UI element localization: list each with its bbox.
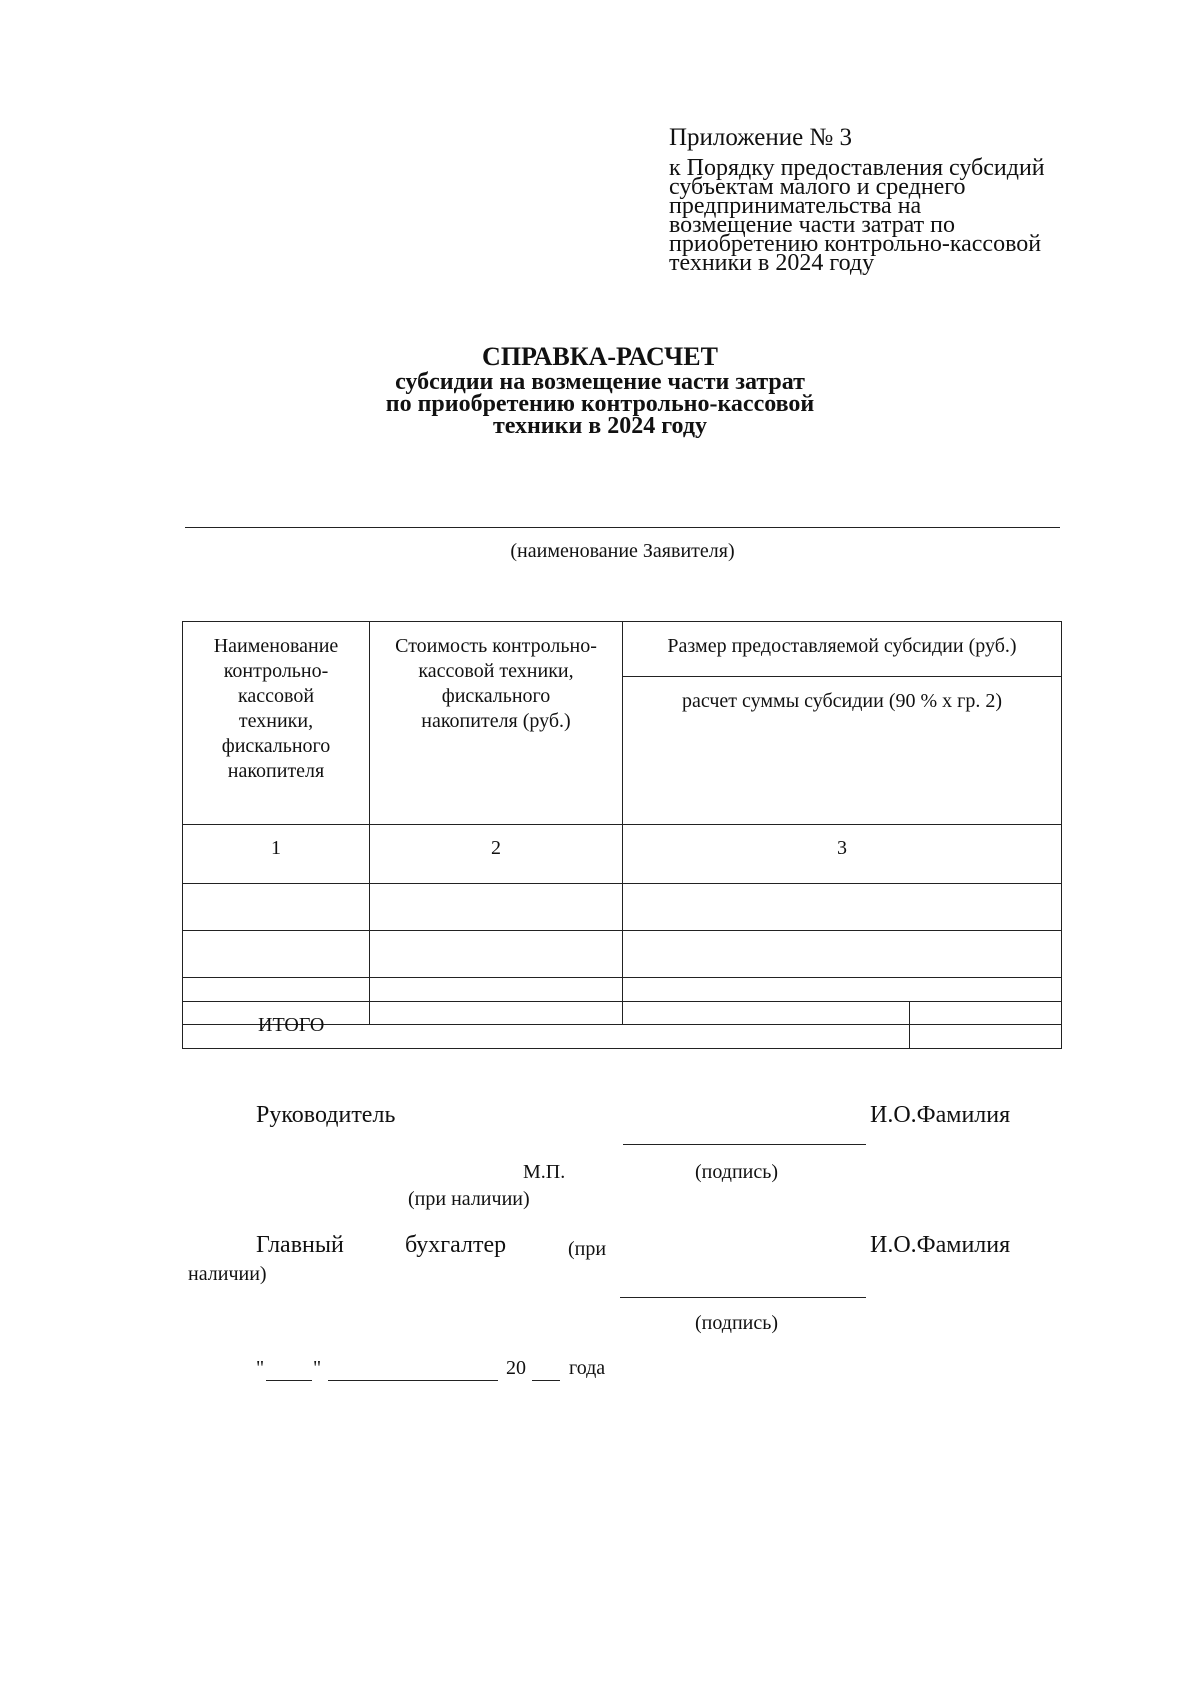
appendix-line: техники в 2024 году <box>669 250 875 276</box>
date-month-field[interactable] <box>328 1380 498 1381</box>
date-day-field[interactable] <box>266 1380 312 1381</box>
col1-header-line: фискального <box>221 735 331 757</box>
accountant-word: Главный <box>256 1232 344 1258</box>
document-title <box>300 343 900 437</box>
column-number: 1 <box>183 825 370 884</box>
table-row <box>183 884 1062 931</box>
total-row <box>182 1001 1062 1049</box>
head-label: Руководитель <box>256 1102 396 1128</box>
appendix-number: Приложение № 3 <box>669 124 853 151</box>
total-label: ИТОГО <box>183 1002 910 1049</box>
date-close-quote: " <box>313 1357 322 1379</box>
table-cell[interactable] <box>370 884 623 931</box>
applicant-caption: (наименование Заявителя) <box>510 540 735 562</box>
col2-header-line: Стоимость контрольно- <box>395 635 597 657</box>
accountant-signature-line[interactable] <box>620 1297 866 1298</box>
col3-subheader: расчет суммы субсидии (90 % х гр. 2) <box>623 677 1062 825</box>
date-year-field[interactable] <box>532 1380 560 1381</box>
accountant-word: наличии) <box>188 1263 267 1285</box>
signature-caption: (подпись) <box>695 1312 779 1334</box>
date-year-prefix: 20 <box>506 1357 526 1379</box>
head-name: И.О.Фамилия <box>870 1102 1011 1128</box>
date-suffix: года <box>569 1357 606 1379</box>
title-subline: по приобретению контрольно-кассовой <box>385 391 815 417</box>
appendix-line: предпринимательства на <box>669 193 922 219</box>
appendix-line: возмещение части затрат по <box>669 212 955 238</box>
subsidy-table <box>182 621 1062 1025</box>
stamp-label: М.П. <box>523 1161 566 1183</box>
accountant-word: бухгалтер <box>405 1232 507 1258</box>
title-subline: субсидии на возмещение части затрат <box>395 369 805 395</box>
appendix-line: к Порядку предоставления субсидий <box>669 155 1045 181</box>
col2-header-line: кассовой техники, <box>418 660 574 682</box>
date-open-quote: " <box>256 1357 265 1379</box>
table-cell[interactable] <box>623 884 1062 931</box>
col1-header-line: накопителя <box>227 760 325 782</box>
signature-caption: (подпись) <box>695 1161 779 1183</box>
appendix-block <box>669 124 1129 276</box>
col3-header: Размер предоставляемой субсидии (руб.) <box>623 622 1062 677</box>
head-signature-line[interactable] <box>623 1144 866 1145</box>
total-value-cell[interactable] <box>910 1002 1062 1049</box>
table-row <box>183 931 1062 978</box>
title-subline: техники в 2024 году <box>493 413 707 439</box>
col1-header-line: кассовой <box>237 685 315 707</box>
table-cell[interactable] <box>370 931 623 978</box>
col1-header-line: техники, <box>238 710 314 732</box>
accountant-word: (при <box>568 1238 607 1260</box>
col2-header-line: фискального <box>441 685 551 707</box>
col1-header-line: Наименование <box>213 635 339 657</box>
table-cell[interactable] <box>623 931 1062 978</box>
table-cell[interactable] <box>183 931 370 978</box>
table-cell[interactable] <box>183 884 370 931</box>
col1-header-line: контрольно- <box>223 660 329 682</box>
col2-header <box>370 622 623 825</box>
column-number: 3 <box>623 825 1062 884</box>
col1-header <box>183 622 370 825</box>
appendix-line: субъектам малого и среднего <box>669 174 966 200</box>
accountant-name: И.О.Фамилия <box>870 1232 1011 1258</box>
appendix-line: приобретению контрольно-кассовой <box>669 231 1042 257</box>
col2-header-line: накопителя (руб.) <box>421 710 571 732</box>
stamp-note: (при наличии) <box>408 1188 530 1210</box>
column-number: 2 <box>370 825 623 884</box>
title-heading: СПРАВКА-РАСЧЕТ <box>482 342 718 371</box>
applicant-name-line[interactable] <box>185 527 1060 528</box>
